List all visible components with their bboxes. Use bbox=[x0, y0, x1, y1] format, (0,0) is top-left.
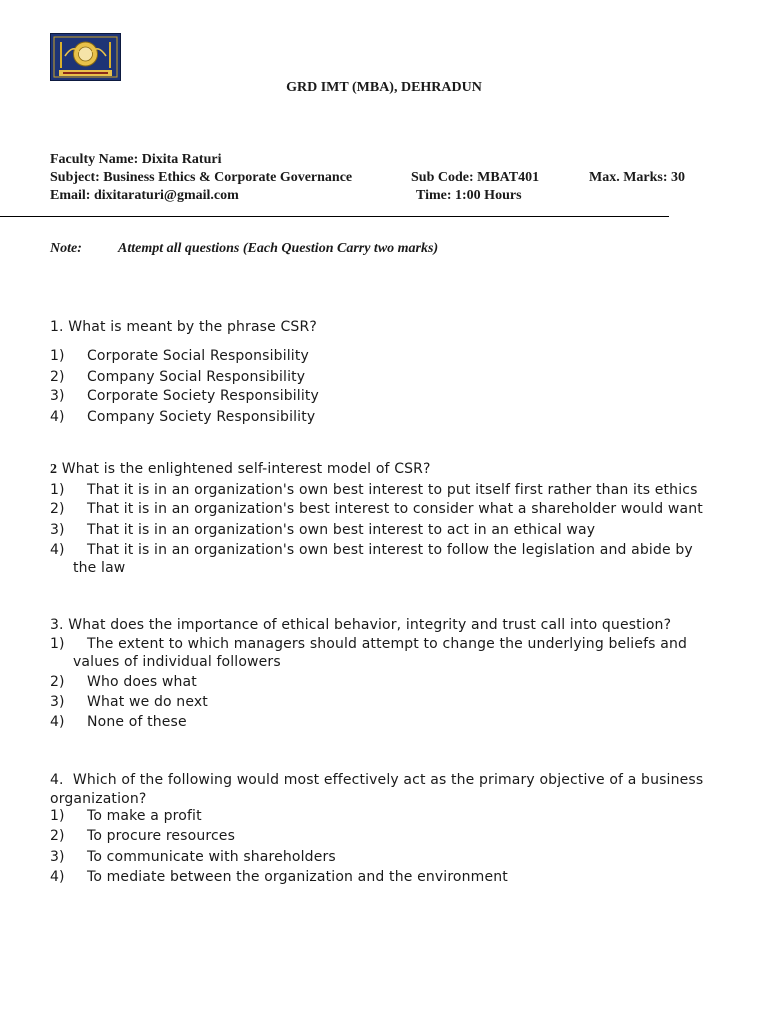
option-number: 2) bbox=[50, 369, 65, 385]
option bbox=[50, 408, 724, 426]
institute-title: GRD IMT (MBA), DEHRADUN bbox=[286, 80, 482, 95]
option-text: To communicate with shareholders bbox=[87, 849, 336, 865]
option bbox=[50, 347, 724, 365]
option-number: 1) bbox=[50, 482, 65, 498]
question-text: What is the enlightened self-interest model of CSR? bbox=[61, 461, 431, 477]
header-divider bbox=[0, 216, 669, 217]
question-number: 1. bbox=[50, 319, 64, 335]
note-label: Note: bbox=[50, 241, 82, 256]
option-number: 4) bbox=[50, 714, 65, 730]
max-marks: Max. Marks: 30 bbox=[589, 170, 686, 185]
option bbox=[50, 693, 724, 711]
option-text: That it is in an organization's own best interest to follow the legislation and abide by bbox=[87, 542, 693, 558]
option bbox=[50, 500, 724, 518]
option-text: Corporate Social Responsibility bbox=[87, 348, 309, 364]
question-text-continued: organization? bbox=[50, 791, 147, 807]
option bbox=[50, 713, 724, 731]
question-2 bbox=[50, 460, 724, 479]
exam-time: Time: 1:00 Hours bbox=[416, 188, 522, 203]
question-3 bbox=[50, 616, 724, 635]
option-text: To procure resources bbox=[87, 828, 236, 844]
option-text: That it is in an organization's best interest to consider what a shareholder would want bbox=[87, 501, 703, 517]
question-4 bbox=[50, 771, 724, 809]
option-text: Company Society Responsibility bbox=[87, 409, 316, 425]
faculty-name: Faculty Name: Dixita Raturi bbox=[50, 152, 222, 167]
option-text-continued: the law bbox=[73, 560, 126, 576]
option-text: None of these bbox=[87, 714, 187, 730]
option-number: 2) bbox=[50, 674, 65, 690]
subject: Subject: Business Ethics & Corporate Governance bbox=[50, 170, 353, 185]
option bbox=[50, 521, 724, 539]
option bbox=[50, 541, 724, 577]
institute-crest-logo bbox=[50, 33, 121, 81]
option-text: Corporate Society Responsibility bbox=[87, 388, 319, 404]
option-text: To mediate between the organization and the environment bbox=[87, 869, 508, 885]
option bbox=[50, 868, 724, 886]
option-text: Who does what bbox=[87, 674, 197, 690]
option-text: What we do next bbox=[87, 694, 208, 710]
option bbox=[50, 387, 724, 405]
option-text-continued: values of individual followers bbox=[73, 654, 281, 670]
question-text: What is meant by the phrase CSR? bbox=[68, 319, 317, 335]
option-number: 3) bbox=[50, 849, 65, 865]
question-1 bbox=[50, 318, 724, 337]
faculty-email: Email: dixitaraturi@gmail.com bbox=[50, 188, 239, 203]
option-number: 3) bbox=[50, 694, 65, 710]
option bbox=[50, 827, 724, 845]
question-number: 2 bbox=[50, 462, 58, 477]
option-number: 2) bbox=[50, 828, 65, 844]
question-text: What does the importance of ethical behavior, integrity and trust call into question? bbox=[68, 617, 672, 633]
option-number: 2) bbox=[50, 501, 65, 517]
option-number: 1) bbox=[50, 636, 65, 652]
option-number: 1) bbox=[50, 808, 65, 824]
option-number: 4) bbox=[50, 409, 65, 425]
option bbox=[50, 848, 724, 866]
question-text: Which of the following would most effectively act as the primary objective of a business bbox=[72, 772, 704, 788]
question-number: 3. bbox=[50, 617, 64, 633]
option-number: 4) bbox=[50, 542, 65, 558]
option bbox=[50, 368, 724, 386]
option bbox=[50, 635, 724, 671]
option-text: The extent to which managers should attempt to change the underlying beliefs and bbox=[87, 636, 688, 652]
option bbox=[50, 807, 724, 825]
option-text: Company Social Responsibility bbox=[87, 369, 306, 385]
option bbox=[50, 673, 724, 691]
option-text: That it is in an organization's own best interest to act in an ethical way bbox=[87, 522, 596, 538]
option-number: 3) bbox=[50, 388, 65, 404]
question-number: 4. bbox=[50, 772, 64, 788]
subject-code: Sub Code: MBAT401 bbox=[411, 170, 540, 185]
option-number: 1) bbox=[50, 348, 65, 364]
option-text: That it is in an organization's own best interest to put itself first rather than its ethics bbox=[87, 482, 698, 498]
option-number: 4) bbox=[50, 869, 65, 885]
note-text: Attempt all questions (Each Question Carry two marks) bbox=[118, 241, 439, 256]
option bbox=[50, 481, 724, 499]
option-number: 3) bbox=[50, 522, 65, 538]
option-text: To make a profit bbox=[87, 808, 202, 824]
